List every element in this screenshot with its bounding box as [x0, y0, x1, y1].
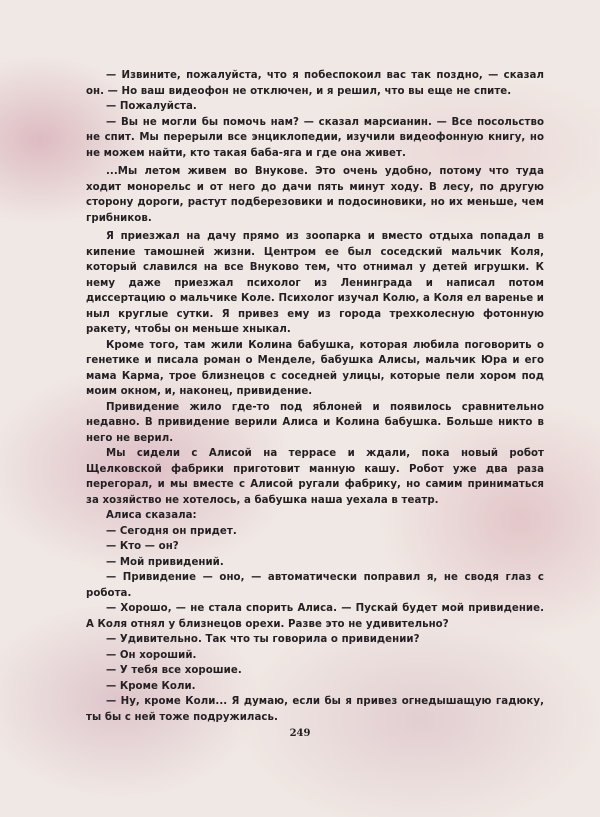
paragraph: ...Мы летом живем во Внукове. Это очень удобно, потому что туда ходит монорельс и от него до дачи пять минут ходу. В лесу, по другую сторону дороги, растут подберезовики и подосиновики, но их меньше, чем грибников. — [86, 166, 544, 224]
paragraph: — Привидение — оно, — автоматически поправил я, не сводя глаз с робота. — [86, 572, 544, 599]
paragraph: Я приезжал на дачу прямо из зоопарка и вместо отдыха попадал в кипение тамошней жизни. Центром ее был соседский мальчик Коля, который славился на все Внуково тем, что отнимал у детей игрушки. К нему даже приезжал психолог из Ленинграда и написал потом диссертацию о мальчике Коле. Психолог изучал Колю, а Коля ел варенье и ныл круглые сутки. Я привез ему из города трехколесную фотонную ракету, чтобы он меньше хныкал. — [86, 231, 544, 335]
paragraph: — Кто — он? — [106, 541, 179, 552]
paragraph: Алиса сказала: — [106, 510, 197, 521]
paragraph: — Он хороший. — [106, 649, 197, 661]
paragraph: — Вы не могли бы помочь нам? — сказал марсианин. — Все посольство не спит. Мы перерыли все энциклопедии, изучили видеофонную книгу, но не можем найти, кто такая баба-яга и где она живет. — [86, 116, 544, 159]
paragraph: — Удивительно. Так что ты говорила о привидении? — [106, 634, 420, 645]
paragraph: — Ну, кроме Коли... Я думаю, если бы я привез огнедышащую гадюку, ты бы с ней тоже подружилась. — [86, 696, 544, 723]
paragraph: — Сегодня он придет. — [106, 525, 237, 537]
paragraph: — Кроме Коли. — [106, 680, 196, 692]
paragraph: Кроме того, там жили Колина бабушка, которая любила поговорить о генетике и писала роман о Менделе, бабушка Алисы, мальчик Юра и его мама Карма, трое близнецов с соседней улицы, которые пели хором под моим окном, и, наконец, привидение. — [86, 339, 544, 397]
paragraph: Мы сидели с Алисой на террасе и ждали, пока новый робот Щелковской фабрики приготовит манную кашу. Робот уже два раза перегорал, и мы вместе с Алисой ругали фабрику, но самим приниматься за хозяйство не хотелось, а бабушка наша уехала в театр. — [86, 448, 544, 506]
paragraph: Привидение жило где-то под яблоней и появилось сравнительно недавно. В привидение верили Алиса и Колина бабушка. Больше никто в него не верил. — [86, 401, 544, 444]
paragraph: — Пожалуйста. — [106, 101, 197, 112]
paragraph: — Извините, пожалуйста, что я побеспокоил вас так поздно, — сказал он. — Но ваш видеофон не отключен, и я решил, что вы еще не спите. — [86, 70, 544, 97]
body-text — [86, 68, 544, 725]
paragraph: — У тебя все хорошие. — [106, 665, 242, 676]
paragraph: — Мой привидений. — [106, 556, 224, 568]
paragraph: — Хорошо, — не стала спорить Алиса. — Пускай будет мой привидение. А Коля отнял у близнецов орехи. Разве это не удивительно? — [86, 603, 544, 630]
page-number: 249 — [289, 728, 311, 739]
